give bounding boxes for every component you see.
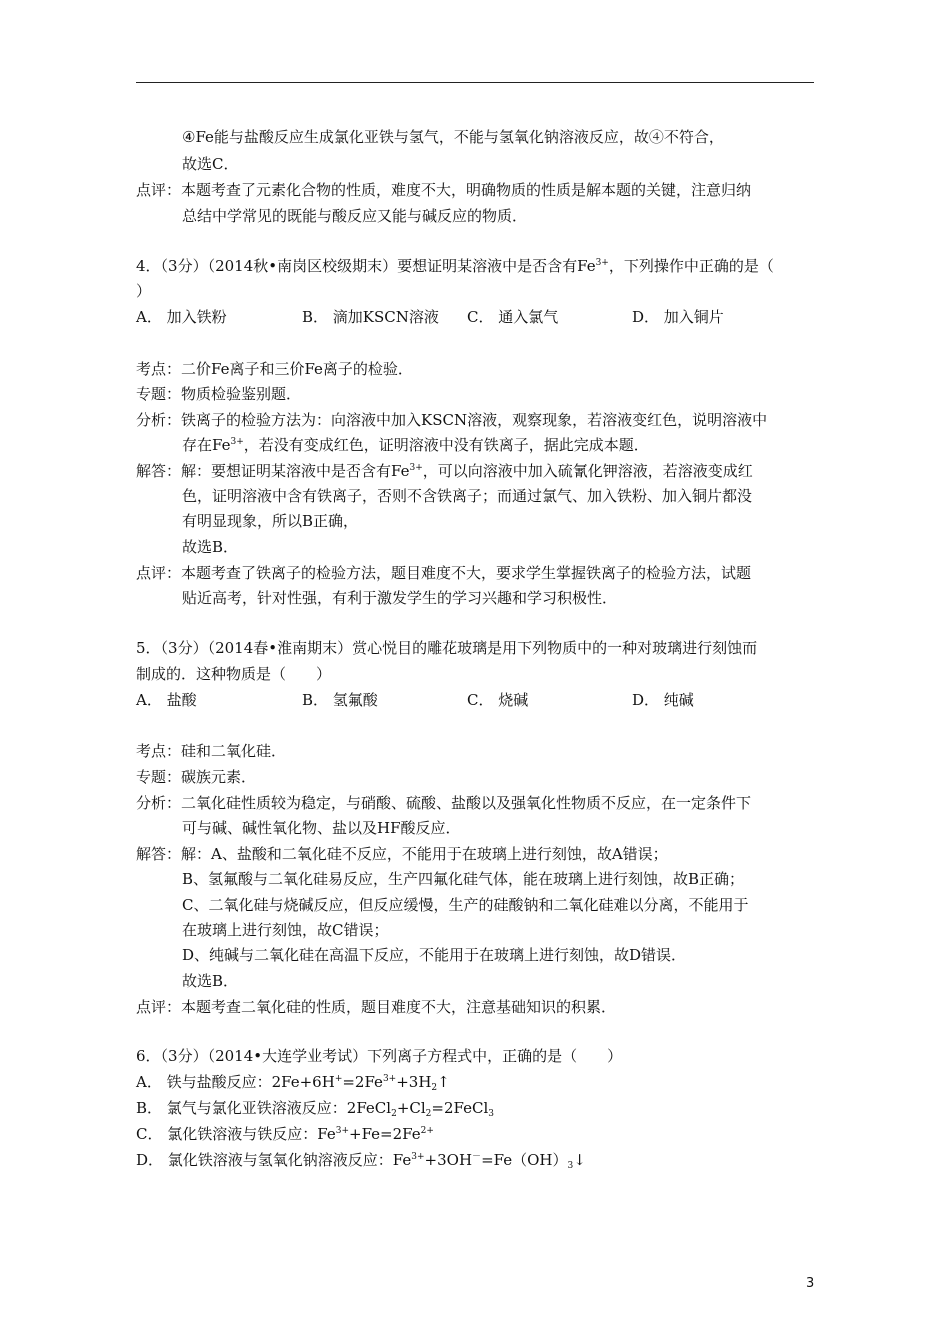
- prev-comment: 点评：本题考查了元素化合物的性质，难度不大，明确物质的性质是解本题的关键，注意归纳: [136, 181, 752, 199]
- header-rule: [136, 82, 814, 83]
- prev-answer-choice: 故选C．: [182, 155, 239, 173]
- q5-jieda-d: D、纯碱与二氧化硅在高温下反应，不能用于在玻璃上进行刻蚀，故D错误．: [182, 946, 687, 964]
- q4-jieda-cont2: 有明显现象，所以B正确，: [182, 512, 359, 530]
- q4-jieda-cont1: 色，证明溶液中含有铁离子，否则不含铁离子；而通过氯气、加入铁粉、加入铜片都没: [182, 487, 753, 505]
- q5-stem: 5．（3分）（2014春•淮南期末）赏心悦目的雕花玻璃是用下列物质中的一种对玻璃进行刻蚀而: [136, 639, 758, 657]
- q4-stem: 4．（3分）（2014秋•南岗区校级期末）要想证明某溶液中是否含有$Fe^{3+}$，下列操作中正确的是（: [136, 257, 774, 275]
- q5-fenxi: 分析：二氧化硅性质较为稳定，与硝酸、硫酸、盐酸以及强氧化性物质不反应，在一定条件下: [136, 794, 752, 812]
- q5-dianping: 点评：本题考查二氧化硅的性质，题目难度不大，注意基础知识的积累．: [136, 998, 617, 1016]
- q6-stem: 6．（3分）（2014•大连学业考试）下列离子方程式中，正确的是（ ）: [136, 1047, 623, 1065]
- q5-jieda-b: B、氢氟酸与二氧化硅易反应，生产四氟化硅气体，能在玻璃上进行刻蚀，故B正确；: [182, 870, 745, 888]
- q4-kaodian: 考点：二价Fe离子和三价Fe离子的检验．: [136, 360, 413, 378]
- q4-zhuanti: 专题：物质检验鉴别题．: [136, 385, 302, 403]
- prev-comment-cont: 总结中学常见的既能与酸反应又能与碱反应的物质．: [182, 207, 528, 225]
- page-number: 3: [806, 1276, 815, 1291]
- q5-jieda-c: C、二氧化硅与烧碱反应，但反应缓慢，生产的硅酸钠和二氧化硅难以分离，不能用于: [182, 896, 749, 914]
- q5-option-a: A． 盐酸: [136, 691, 197, 709]
- q4-option-d: D． 加入铜片: [632, 308, 724, 326]
- q4-jieda: 解答：解：要想证明某溶液中是否含有$Fe^{3+}$，可以向溶液中加入硫氰化钾溶液，若溶液变成红: [136, 462, 753, 480]
- q5-jieda-c-cont: 在玻璃上进行刻蚀，故C错误；: [182, 921, 389, 939]
- q4-dianping: 点评：本题考查了铁离子的检验方法，题目难度不大，要求学生掌握铁离子的检验方法，试题: [136, 564, 752, 582]
- q4-option-c: C． 通入氯气: [467, 308, 559, 326]
- q5-kaodian: 考点：硅和二氧化硅．: [136, 742, 287, 760]
- q5-zhuanti: 专题：碳族元素．: [136, 768, 257, 786]
- q5-option-c: C． 烧碱: [467, 691, 529, 709]
- q4-option-b: B． 滴加KSCN溶液: [302, 308, 439, 326]
- q6-option-c: C． 氯化铁溶液与铁反应：$Fe^{3+}+Fe=2Fe^{2+}$: [136, 1125, 434, 1143]
- q4-fenxi: 分析：铁离子的检验方法为：向溶液中加入KSCN溶液，观察现象，若溶液变红色，说明溶液中: [136, 411, 768, 429]
- q6-option-b: B． 氯气与氯化亚铁溶液反应：$2FeCl_2+Cl_2=2FeCl_3$: [136, 1099, 494, 1119]
- q5-jieda: 解答：解：A、盐酸和二氧化硅不反应，不能用于在玻璃上进行刻蚀，故A错误；: [136, 845, 668, 863]
- q6-option-d: D． 氯化铁溶液与氢氧化钠溶液反应：$Fe^{3+}+3OH^-=Fe(OH)_3↓$: [136, 1151, 586, 1171]
- q5-option-b: B． 氢氟酸: [302, 691, 378, 709]
- q6-option-a: A． 铁与盐酸反应：$2Fe+6H^+=2Fe^{3+}+3H_2↑$: [136, 1073, 450, 1093]
- q5-fenxi-cont: 可与碱、碱性氧化物、盐以及HF酸反应．: [182, 819, 461, 837]
- q5-jieda-choice: 故选B．: [182, 972, 239, 990]
- q4-jieda-choice: 故选B．: [182, 538, 239, 556]
- q4-stem-cont: ）: [136, 282, 152, 300]
- q4-dianping-cont: 贴近高考，针对性强，有利于激发学生的学习兴趣和学习积极性．: [182, 589, 618, 607]
- q5-stem-cont: 制成的．这种物质是（ ）: [136, 665, 332, 683]
- q5-option-d: D． 纯碱: [632, 691, 694, 709]
- q4-fenxi-cont: 存在$Fe^{3+}$，若没有变成红色，证明溶液中没有铁离子，据此完成本题．: [182, 436, 649, 454]
- q4-option-a: A． 加入铁粉: [136, 308, 227, 326]
- prev-answer-line: ④Fe能与盐酸反应生成氯化亚铁与氢气，不能与氢氧化钠溶液反应，故④不符合，: [182, 128, 724, 146]
